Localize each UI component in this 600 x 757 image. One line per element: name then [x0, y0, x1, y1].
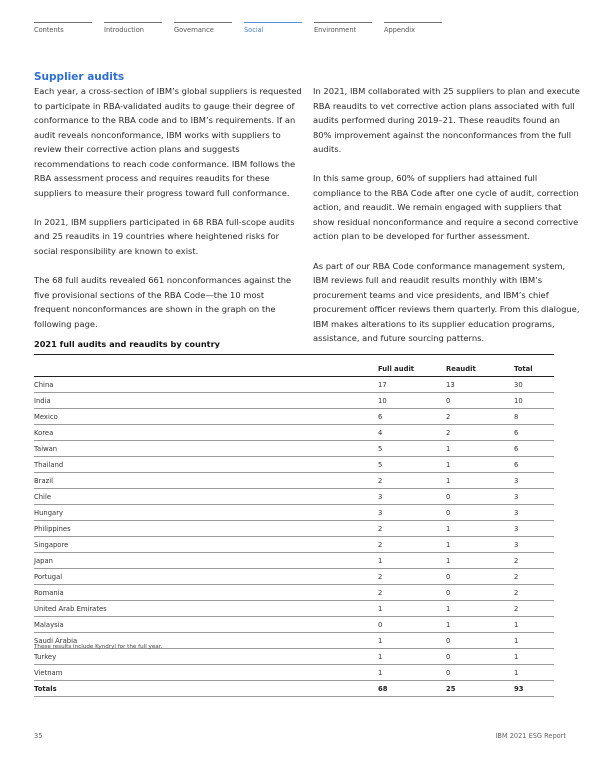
- table-header-row: [34, 355, 554, 377]
- table-row: [34, 393, 554, 409]
- table-row: [34, 601, 554, 617]
- paragraph: In 2021, IBM suppliers participated in 68 RBA full-scope audits and 25 reaudits in 19 countries where heightened risks for social responsibility are known to exist.: [34, 216, 295, 257]
- cell-total: 3: [514, 489, 554, 505]
- total-full-audit: 68: [378, 681, 446, 697]
- header-country: [34, 355, 378, 377]
- cell-total: 2: [514, 553, 554, 569]
- cell-reaudit: 0: [446, 585, 514, 601]
- header-total: Total: [514, 355, 554, 377]
- cell-country: Brazil: [34, 473, 378, 489]
- paragraph: In this same group, 60% of suppliers had attained full compliance to the RBA Code after one cycle of audit, correction action, and reaudit. We remain engaged with suppliers that show residual nonconformance and require a second corrective action plan to be developed for further assessment.: [313, 173, 579, 242]
- cell-country: Vietnam: [34, 665, 378, 681]
- cell-country: United Arab Emirates: [34, 601, 378, 617]
- cell-reaudit: 1: [446, 617, 514, 633]
- cell-full-audit: 6: [378, 409, 446, 425]
- cell-total: 30: [514, 377, 554, 393]
- cell-country: Portugal: [34, 569, 378, 585]
- table-row: [34, 457, 554, 473]
- cell-total: 1: [514, 649, 554, 665]
- cell-full-audit: 1: [378, 553, 446, 569]
- cell-full-audit: 3: [378, 489, 446, 505]
- cell-total: 3: [514, 537, 554, 553]
- cell-country: Thailand: [34, 457, 378, 473]
- cell-full-audit: 2: [378, 521, 446, 537]
- cell-reaudit: 1: [446, 441, 514, 457]
- header-full-audit: Full audit: [378, 355, 446, 377]
- cell-total: 2: [514, 585, 554, 601]
- cell-full-audit: 5: [378, 441, 446, 457]
- cell-reaudit: 0: [446, 633, 514, 649]
- table-row: [34, 521, 554, 537]
- table-row: [34, 537, 554, 553]
- cell-reaudit: 13: [446, 377, 514, 393]
- totals-row: [34, 681, 554, 697]
- cell-country: Japan: [34, 553, 378, 569]
- table-title: 2021 full audits and reaudits by country: [34, 339, 554, 355]
- cell-full-audit: 4: [378, 425, 446, 441]
- table-row: [34, 441, 554, 457]
- paragraph: The 68 full audits revealed 661 nonconformances against the five provisional sections of the RBA Code—the 10 most frequent nonconformances are shown in the graph on the following page.: [34, 275, 292, 329]
- cell-country: Malaysia: [34, 617, 378, 633]
- table-row: [34, 473, 554, 489]
- table-row: [34, 409, 554, 425]
- cell-total: 6: [514, 425, 554, 441]
- table-row: [34, 553, 554, 569]
- table-row: [34, 649, 554, 665]
- table-row: [34, 665, 554, 681]
- cell-full-audit: 0: [378, 617, 446, 633]
- cell-reaudit: 1: [446, 457, 514, 473]
- cell-full-audit: 17: [378, 377, 446, 393]
- cell-country: India: [34, 393, 378, 409]
- table-row: [34, 505, 554, 521]
- nav-introduction[interactable]: Introduction: [104, 22, 162, 34]
- cell-total: 1: [514, 633, 554, 649]
- paragraph: In 2021, IBM collaborated with 25 suppliers to plan and execute RBA reaudits to vet corrective action plans associated with full audits performed during 2019–21. These reaudits found an 80% improvement against the nonconformances from the full audits.: [313, 86, 580, 155]
- table-row: [34, 489, 554, 505]
- report-title: IBM 2021 ESG Report: [495, 732, 566, 740]
- cell-country: China: [34, 377, 378, 393]
- total-reaudit: 25: [446, 681, 514, 697]
- cell-reaudit: 0: [446, 489, 514, 505]
- table-row: [34, 569, 554, 585]
- cell-full-audit: 1: [378, 601, 446, 617]
- cell-full-audit: 2: [378, 585, 446, 601]
- section-nav: [34, 22, 454, 34]
- cell-reaudit: 1: [446, 473, 514, 489]
- total-total: 93: [514, 681, 554, 697]
- cell-total: 1: [514, 665, 554, 681]
- cell-total: 6: [514, 441, 554, 457]
- cell-reaudit: 2: [446, 425, 514, 441]
- cell-total: 3: [514, 473, 554, 489]
- cell-full-audit: 2: [378, 473, 446, 489]
- table-row: [34, 617, 554, 633]
- cell-country: Saudi Arabia: [34, 633, 378, 649]
- cell-total: 6: [514, 457, 554, 473]
- cell-total: 1: [514, 617, 554, 633]
- cell-reaudit: 0: [446, 569, 514, 585]
- header-reaudit: Reaudit: [446, 355, 514, 377]
- cell-reaudit: 1: [446, 521, 514, 537]
- cell-country: Singapore: [34, 537, 378, 553]
- nav-environment[interactable]: Environment: [314, 22, 372, 34]
- cell-full-audit: 3: [378, 505, 446, 521]
- cell-country: Korea: [34, 425, 378, 441]
- cell-country: Philippines: [34, 521, 378, 537]
- table-row: [34, 425, 554, 441]
- cell-country: Taiwan: [34, 441, 378, 457]
- paragraph: Each year, a cross-section of IBM’s global suppliers is requested to participate in RBA-validated audits to gauge their degree of conformance to the RBA code and to IBM’s requirements. If an audit reveals nonconformance, IBM works with suppliers to review their corrective action plans and suggests recommendations to reach code conformance. IBM follows the RBA assessment process and requires reaudits for these suppliers to measure their progress toward full conformance.: [34, 86, 302, 198]
- cell-reaudit: 0: [446, 393, 514, 409]
- table-row: [34, 585, 554, 601]
- cell-country: Romania: [34, 585, 378, 601]
- cell-full-audit: 2: [378, 537, 446, 553]
- left-column: [34, 70, 302, 346]
- nav-appendix[interactable]: Appendix: [384, 22, 442, 34]
- cell-full-audit: 1: [378, 649, 446, 665]
- table-row: [34, 377, 554, 393]
- cell-reaudit: 1: [446, 553, 514, 569]
- cell-reaudit: 2: [446, 409, 514, 425]
- cell-total: 10: [514, 393, 554, 409]
- nav-contents[interactable]: Contents: [34, 22, 92, 34]
- total-country: Totals: [34, 681, 378, 697]
- cell-full-audit: 5: [378, 457, 446, 473]
- right-column: [313, 84, 581, 360]
- cell-country: Hungary: [34, 505, 378, 521]
- cell-total: 2: [514, 601, 554, 617]
- cell-reaudit: 1: [446, 601, 514, 617]
- cell-total: 3: [514, 521, 554, 537]
- cell-total: 2: [514, 569, 554, 585]
- page-number: 35: [34, 732, 43, 740]
- cell-full-audit: 1: [378, 633, 446, 649]
- section-title: Supplier audits: [34, 71, 125, 83]
- paragraph: As part of our RBA Code conformance management system, IBM reviews full and reaudit results monthly with IBM’s procurement teams and vice presidents, and IBM’s chief procurement officer reviews them quarterly. From this dialogue, IBM makes alterations to its supplier education programs, assistance, and future sourcing patterns.: [313, 260, 580, 344]
- cell-full-audit: 2: [378, 569, 446, 585]
- cell-reaudit: 0: [446, 505, 514, 521]
- nav-governance[interactable]: Governance: [174, 22, 232, 34]
- cell-full-audit: 10: [378, 393, 446, 409]
- cell-reaudit: 0: [446, 665, 514, 681]
- cell-total: 8: [514, 409, 554, 425]
- cell-reaudit: 1: [446, 537, 514, 553]
- table-footnote: These results include Kyndryl for the full year.: [34, 644, 163, 650]
- cell-reaudit: 0: [446, 649, 514, 665]
- nav-social[interactable]: Social: [244, 22, 302, 34]
- cell-country: Mexico: [34, 409, 378, 425]
- cell-country: Turkey: [34, 649, 378, 665]
- cell-country: Chile: [34, 489, 378, 505]
- cell-total: 3: [514, 505, 554, 521]
- cell-full-audit: 1: [378, 665, 446, 681]
